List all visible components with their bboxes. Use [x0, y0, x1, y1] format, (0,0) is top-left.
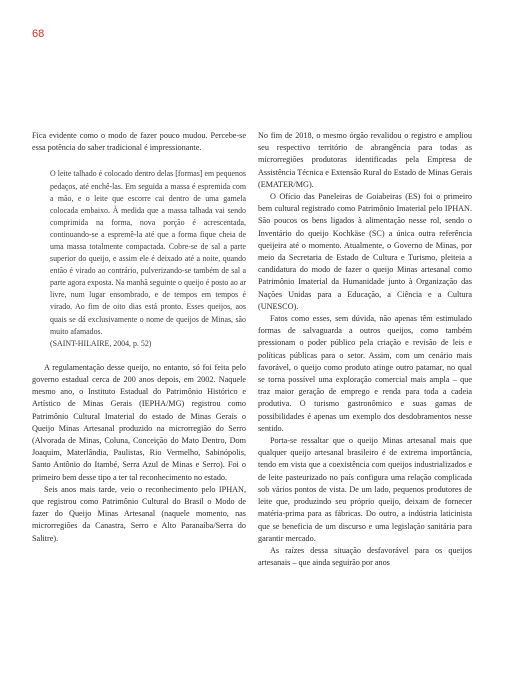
paragraph-paneleiras: O Ofício das Paneleiras de Goiabeiras (ES) foi o primeiro bem cultural registrado como Patrimônio Imaterial pelo IPHAN. São poucos os bens ligados à alimentação nesse rol, sendo o Inventário do queijo Kochkäse (SC) a única outra referência queijeira até o momento. Atualmente, o Governo de Minas, por meio da Secretaria de Estado de Cultura e Turismo, pleiteia a candidatura do modo de fazer o queijo Minas artesanal como Patrimônio Imaterial da Humanidade junto à Organização das Nações Unidas para a Educação, a Ciência e a Cultura (UNESCO). [258, 192, 472, 311]
paragraph-revalidation: No fim de 2018, o mesmo órgão revalidou o registro e ampliou seu respectivo território de abrangência para todas as microrregiões produtoras identificadas pela Empresa de Assistência Técnica e Extensão Rural do Estado de Minas Gerais (EMATER/MG). [258, 131, 472, 189]
right-column [258, 130, 472, 569]
intro-paragraph: Fica evidente como o modo de fazer pouco mudou. Percebe-se essa potência do saber tradicional é impressionante. [32, 131, 246, 153]
block-quote [50, 168, 246, 349]
paragraph-iphan: Seis anos mais tarde, veio o reconhecimento pelo IPHAN, que registrou como Patrimônio Cultural do Brasil o Modo de fazer do Queijo Minas Artesanal (naquele momento, nas microrregiões da Canastra, Serro e Alto Paranaíba/Serra do Salitre). [32, 484, 246, 543]
quote-text: O leite talhado é colocado dentro delas [formas] em pequenos pedaços, até enchê-las. Em seguida a massa é espremida com a mão, e o leite que escorre cai dentro de uma gamela colocada embaixo. À medida que a massa talhada vai sendo comprimida na forma, nova porção é acrescentada, continuando-se a espremê-la até que a forma fique cheia de uma massa totalmente compactada. Cobre-se de sal a parte superior do queijo, e assim ele é deixado até a noite, quando então é virado ao contrário, pulverizando-se também de sal a parte agora exposta. Na manhã seguinte o queijo é posto ao ar livre, num lugar ensombrado, e de tempos em tempos é virado. Ao fim de oito dias está pronto. Esses queijos, aos quais se dá exclusivamente o nome de queijos de Minas, são muito afamados. [50, 169, 246, 336]
page-number: 68 [32, 28, 45, 40]
paragraph-importance: Porta-se ressaltar que o queijo Minas artesanal mais que qualquer queijo artesanal brasileiro é de extrema importância, tendo em vista que a coexistência com queijos industrializados e de leite pasteurizado no país configura uma relação complicada sob vários pontos de vista. De um lado, pequenos produtores de leite que, produzindo seu próprio queijo, deixam de fornecer matéria-prima para as fábricas. Do outro, a indústria laticinista que se beneficia de um discurso e uma legislação sanitária para garantir mercado. [258, 436, 472, 543]
paragraph-roots: As raízes dessa situação desfavorável para os queijos artesanais – que ainda seguirão por anos [258, 545, 472, 568]
paragraph-facts: Fatos como esses, sem dúvida, não apenas têm estimulado formas de salvaguarda a outros queijos, como também pressionam o poder público pela criação e revisão de leis e políticas públicas para o setor. Assim, com um cenário mais favorável, o queijo como produto atinge outro patamar, no qual se torna possível uma exploração comercial mais ampla – que traz maior geração de emprego e renda para toda a cadeia produtiva. O turismo gastronômico e suas gamas de possibilidades é apenas um exemplo dos desdobramentos nesse sentido. [258, 314, 472, 433]
quote-citation: (SAINT-HILAIRE, 2004, p. 52) [50, 338, 152, 348]
paragraph-regulation: A regulamentação desse queijo, no entanto, só foi feita pelo governo estadual cerca de 200 anos depois, em 2002. Naquele mesmo ano, o Instituto Estadual do Patrimônio Histórico e Artístico de Minas Gerais (IEPHA/MG) registrou como Patrimônio Cultural Imaterial do estado de Minas Gerais o Queijo Minas Artesanal produzido na microrregião do Serro (Alvorada de Minas, Coluna, Conceição do Mato Dentro, Dom Joaquim, Materlândia, Paulistas, Rio Vermelho, Sabinópolis, Santo Antônio do Itambé, Serra Azul de Minas e Serro). Foi o primeiro bem desse tipo a ter tal reconhecimento no estado. [32, 362, 246, 482]
left-column [32, 130, 246, 545]
